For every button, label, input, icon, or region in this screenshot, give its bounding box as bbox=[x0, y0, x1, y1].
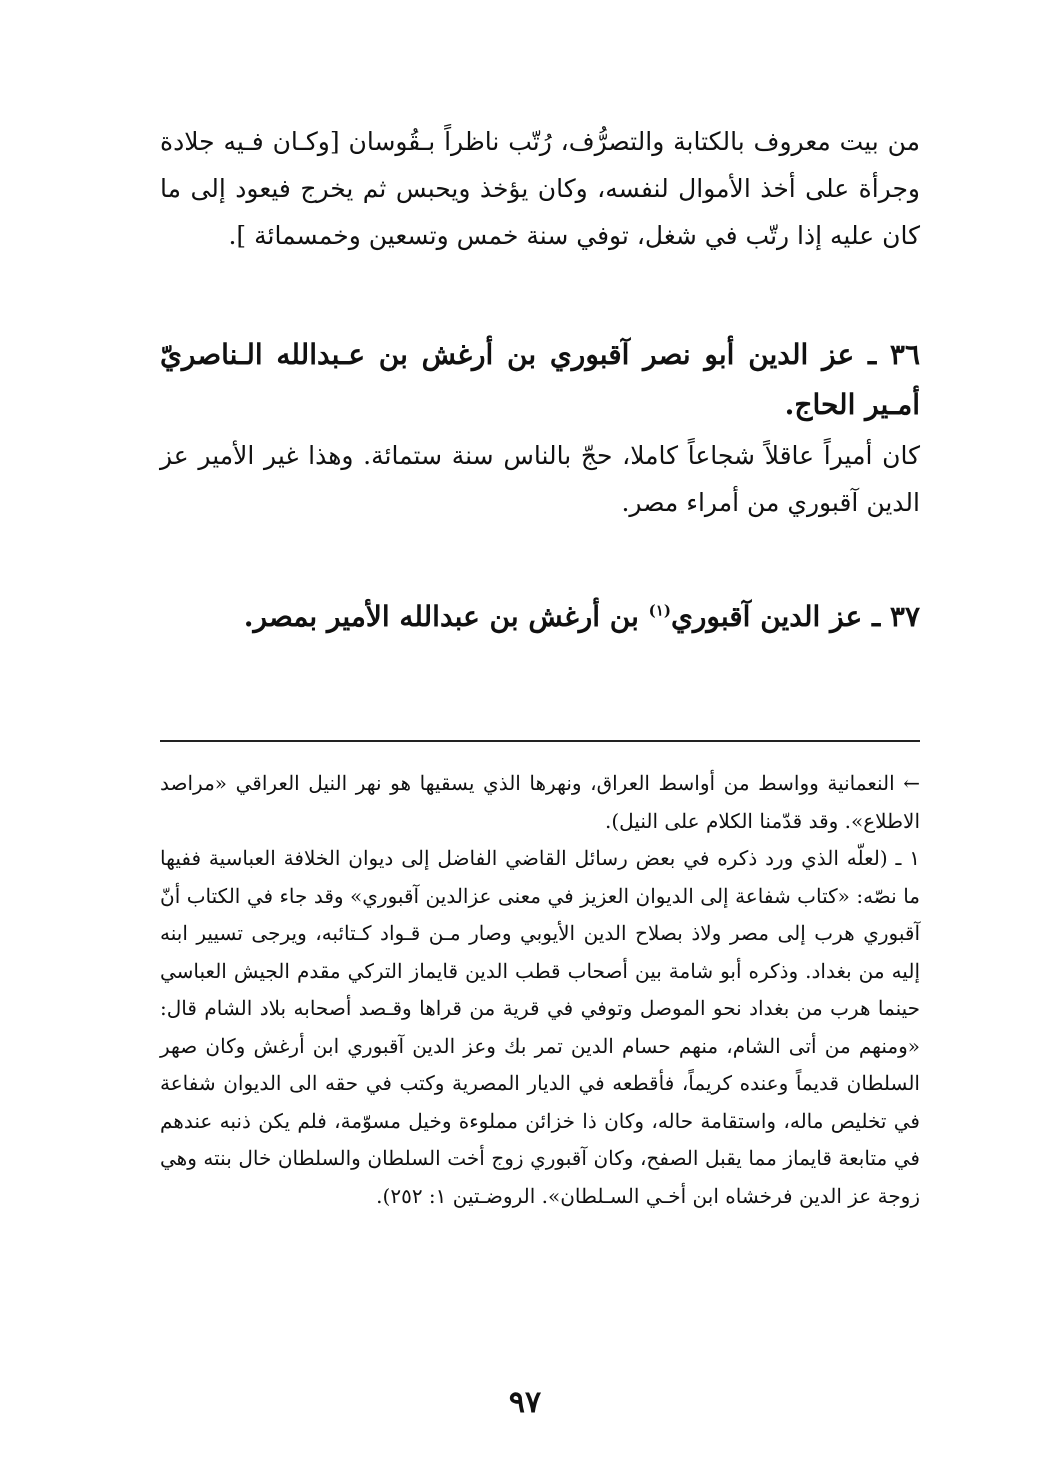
page-number: ٩٧ bbox=[508, 1385, 542, 1420]
footnote-divider bbox=[160, 740, 920, 742]
entry-37-heading-start: ٣٧ ـ عز الدين آقبوري bbox=[670, 600, 920, 633]
footnote-1: ١ ـ (لعلّه الذي ورد ذكره في بعض رسائل القاضي الفاضل إلى ديوان الخلافة العباسية ففيها ما نصّه: «كتاب شفاعة إلى الديوان العزيز في معنى عزالدين آقبوري» وقد جاء في الكتاب أنّ آقبوري هرب إلى مصر ولاذ بصلاح الدين الأيوبي وصار مـن قـواد كـتائبه، ويرجى تسيير ابنه إليه من بغداد. وذكره أبو شامة بين أصحاب قطب الدين قايماز التركي مقدم الجيش العباسي حينما هرب من بغداد نحو الموصل وتوفي في قرية من قراها وقـصد أصحابه بلاد الشام قال: «ومنهم من أتى الشام، منهم حسام الدين تمر بك وعز الدين آقبوري ابن أرغش وكان صهر السلطان قديماً وعنده كريماً، فأقطعه في الديار المصرية وكتب في حقه الى الديوان شفاعة في تخليص ماله، واستقامة حاله، وكان ذا خزائن مملوءة وخيل مسوّمة، فلم يكن ذنبه عندهم في متابعة قايماز مما يقبل الصفح، وكان آقبوري زوج أخت السلطان والسلطان خال بنته وهي زوجة عز الدين فرخشاه ابن أخـي السـلطان». الروضـتين ١: ٢٥٢). bbox=[160, 846, 921, 1208]
footnote-continued: ← النعمانية وواسط من أواسط العراق، ونهرها الذي يسقيها هو نهر النيل العراقي «مراصد الاطلاع». وقد قدّمنا الكلام على النيل). bbox=[160, 771, 920, 833]
entry-37-heading-end: بن أرغش بن عبدالله الأمير بمصر. bbox=[243, 600, 649, 633]
entry-36-body: كان أميراً عاقلاً شجاعاً كاملا، حجّ بالناس سنة ستمائة. وهذا غير الأمير عز الدين آقبوري من أمراء مصر. bbox=[160, 441, 920, 517]
entry-37-heading bbox=[160, 592, 920, 642]
continued-entry-paragraph: من بيت معروف بالكتابة والتصرُّف، رُتّب ناظراً بـقُوسان [وكـان فـيه جلادة وجرأة على أخذ الأموال لنفسه، وكان يؤخذ ويحبس ثم يخرج فيعود إلى ما كان عليه إذا رتّب في شغل، توفي سنة خمس وتسعين وخمسمائة ]. bbox=[160, 127, 920, 250]
footnotes-section bbox=[160, 765, 920, 1215]
footnote-reference: (١) bbox=[648, 601, 671, 620]
entry-36-heading: ٣٦ ـ عز الدين أبو نصر آقبوري بن أرغش بن عـبدالله الـناصريّ أمـير الحاج. bbox=[160, 338, 920, 421]
